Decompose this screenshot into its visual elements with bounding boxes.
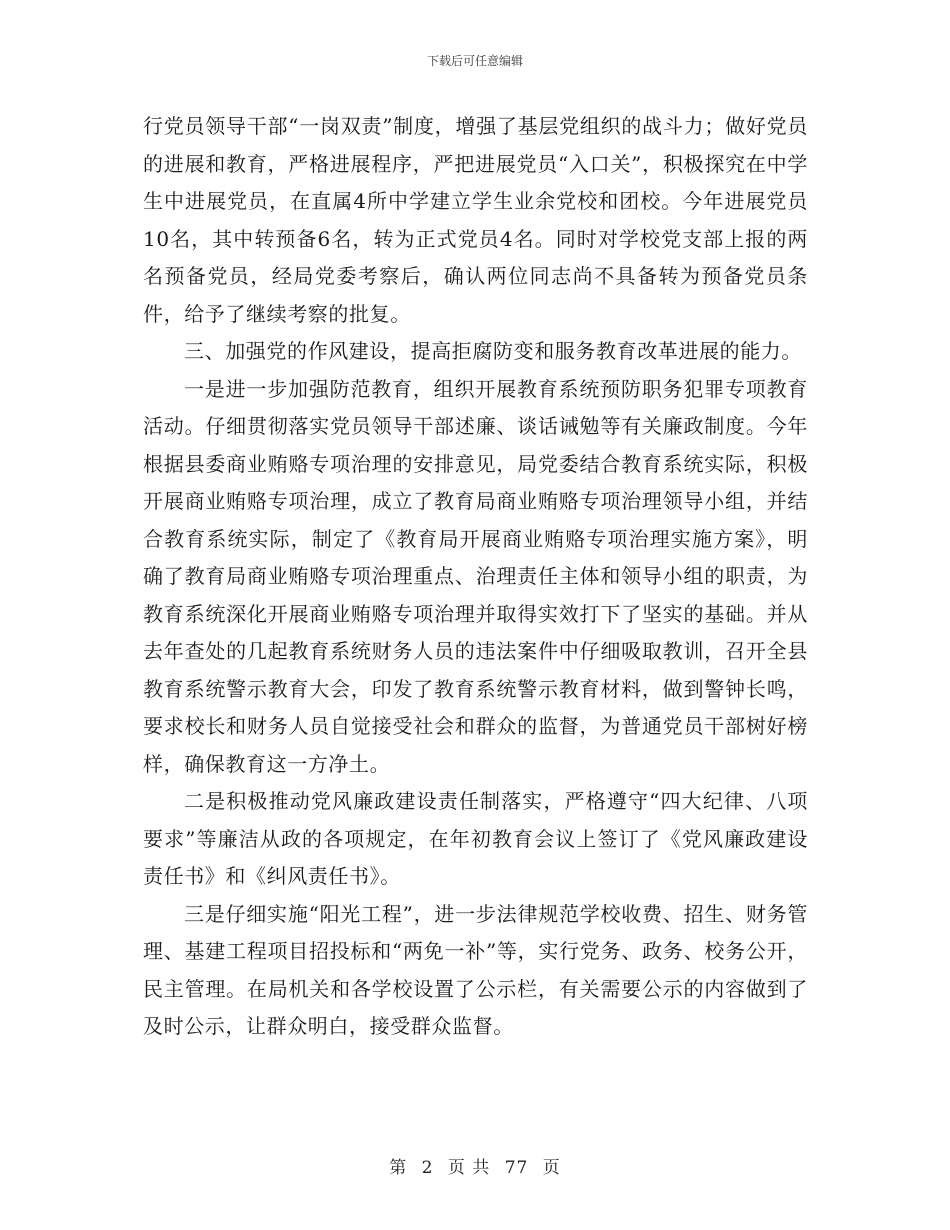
paragraph-4: 二是积极推动党风廉政建设责任制落实，严格遵守“四大纪律、八项要求”等廉洁从政的各项规定，在年初教育会议上签订了《党风廉政建设责任书》和《纠风责任书》。: [143, 789, 808, 888]
footer-suffix: 页: [542, 1158, 561, 1178]
footer-prefix: 第: [389, 1158, 408, 1178]
paragraph-3: 一是进一步加强防范教育，组织开展教育系统预防职务犯罪专项教育活动。仔细贯彻落实党员领导干部述廉、谈话诫勉等有关廉政制度。今年根据县委商业贿赂专项治理的安排意见，局党委结合教育系统实际，积极开展商业贿赂专项治理，成立了教育局商业贿赂专项治理领导小组，并结合教育系统实际，制定了《教育局开展商业贿赂专项治理实施方案》，明确了教育局商业贿赂专项治理重点、治理责任主体和领导小组的职责，为教育系统深化开展商业贿赂专项治理并取得实效打下了坚实的基础。并从去年查处的几起教育系统财务人员的违法案件中仔细吸取教训，召开全县教育系统警示教育大会，印发了教育系统警示教育材料，做到警钟长鸣，要求校长和财务人员自觉接受社会和群众的监督，为普通党员干部树好榜样，确保教育这一方净土。: [143, 376, 808, 776]
page-header: [0, 52, 950, 69]
paragraph-2: 三、加强党的作风建设，提高拒腐防变和服务教育改革进展的能力。: [184, 339, 802, 363]
paragraph-5: 三是仔细实施“阳光工程”，进一步法律规范学校收费、招生、财务管理、基建工程项目招投标和“两免一补”等，实行党务、政务、校务公开，民主管理。在局机关和各学校设置了公示栏，有关需要公示的内容做到了及时公示，让群众明白，接受群众监督。: [143, 901, 808, 1038]
total-pages: 77: [504, 1158, 529, 1178]
document-body: [143, 108, 808, 1046]
page-footer: [0, 1153, 950, 1178]
header-text: 下载后可任意编辑: [426, 54, 523, 68]
footer-middle: 页 共: [447, 1158, 491, 1178]
page-number: 2: [421, 1158, 434, 1178]
paragraph-1: 行党员领导干部“一岗双责”制度，增强了基层党组织的战斗力；做好党员的进展和教育，严格进展程序，严把进展党员“入口关”，积极探究在中学生中进展党员，在直属4所中学建立学生业余党校和团校。今年进展党员10名，其中转预备6名，转为正式党员4名。同时对学校党支部上报的两名预备党员，经局党委考察后，确认两位同志尚不具备转为预备党员条件，给予了继续考察的批复。: [143, 114, 808, 326]
